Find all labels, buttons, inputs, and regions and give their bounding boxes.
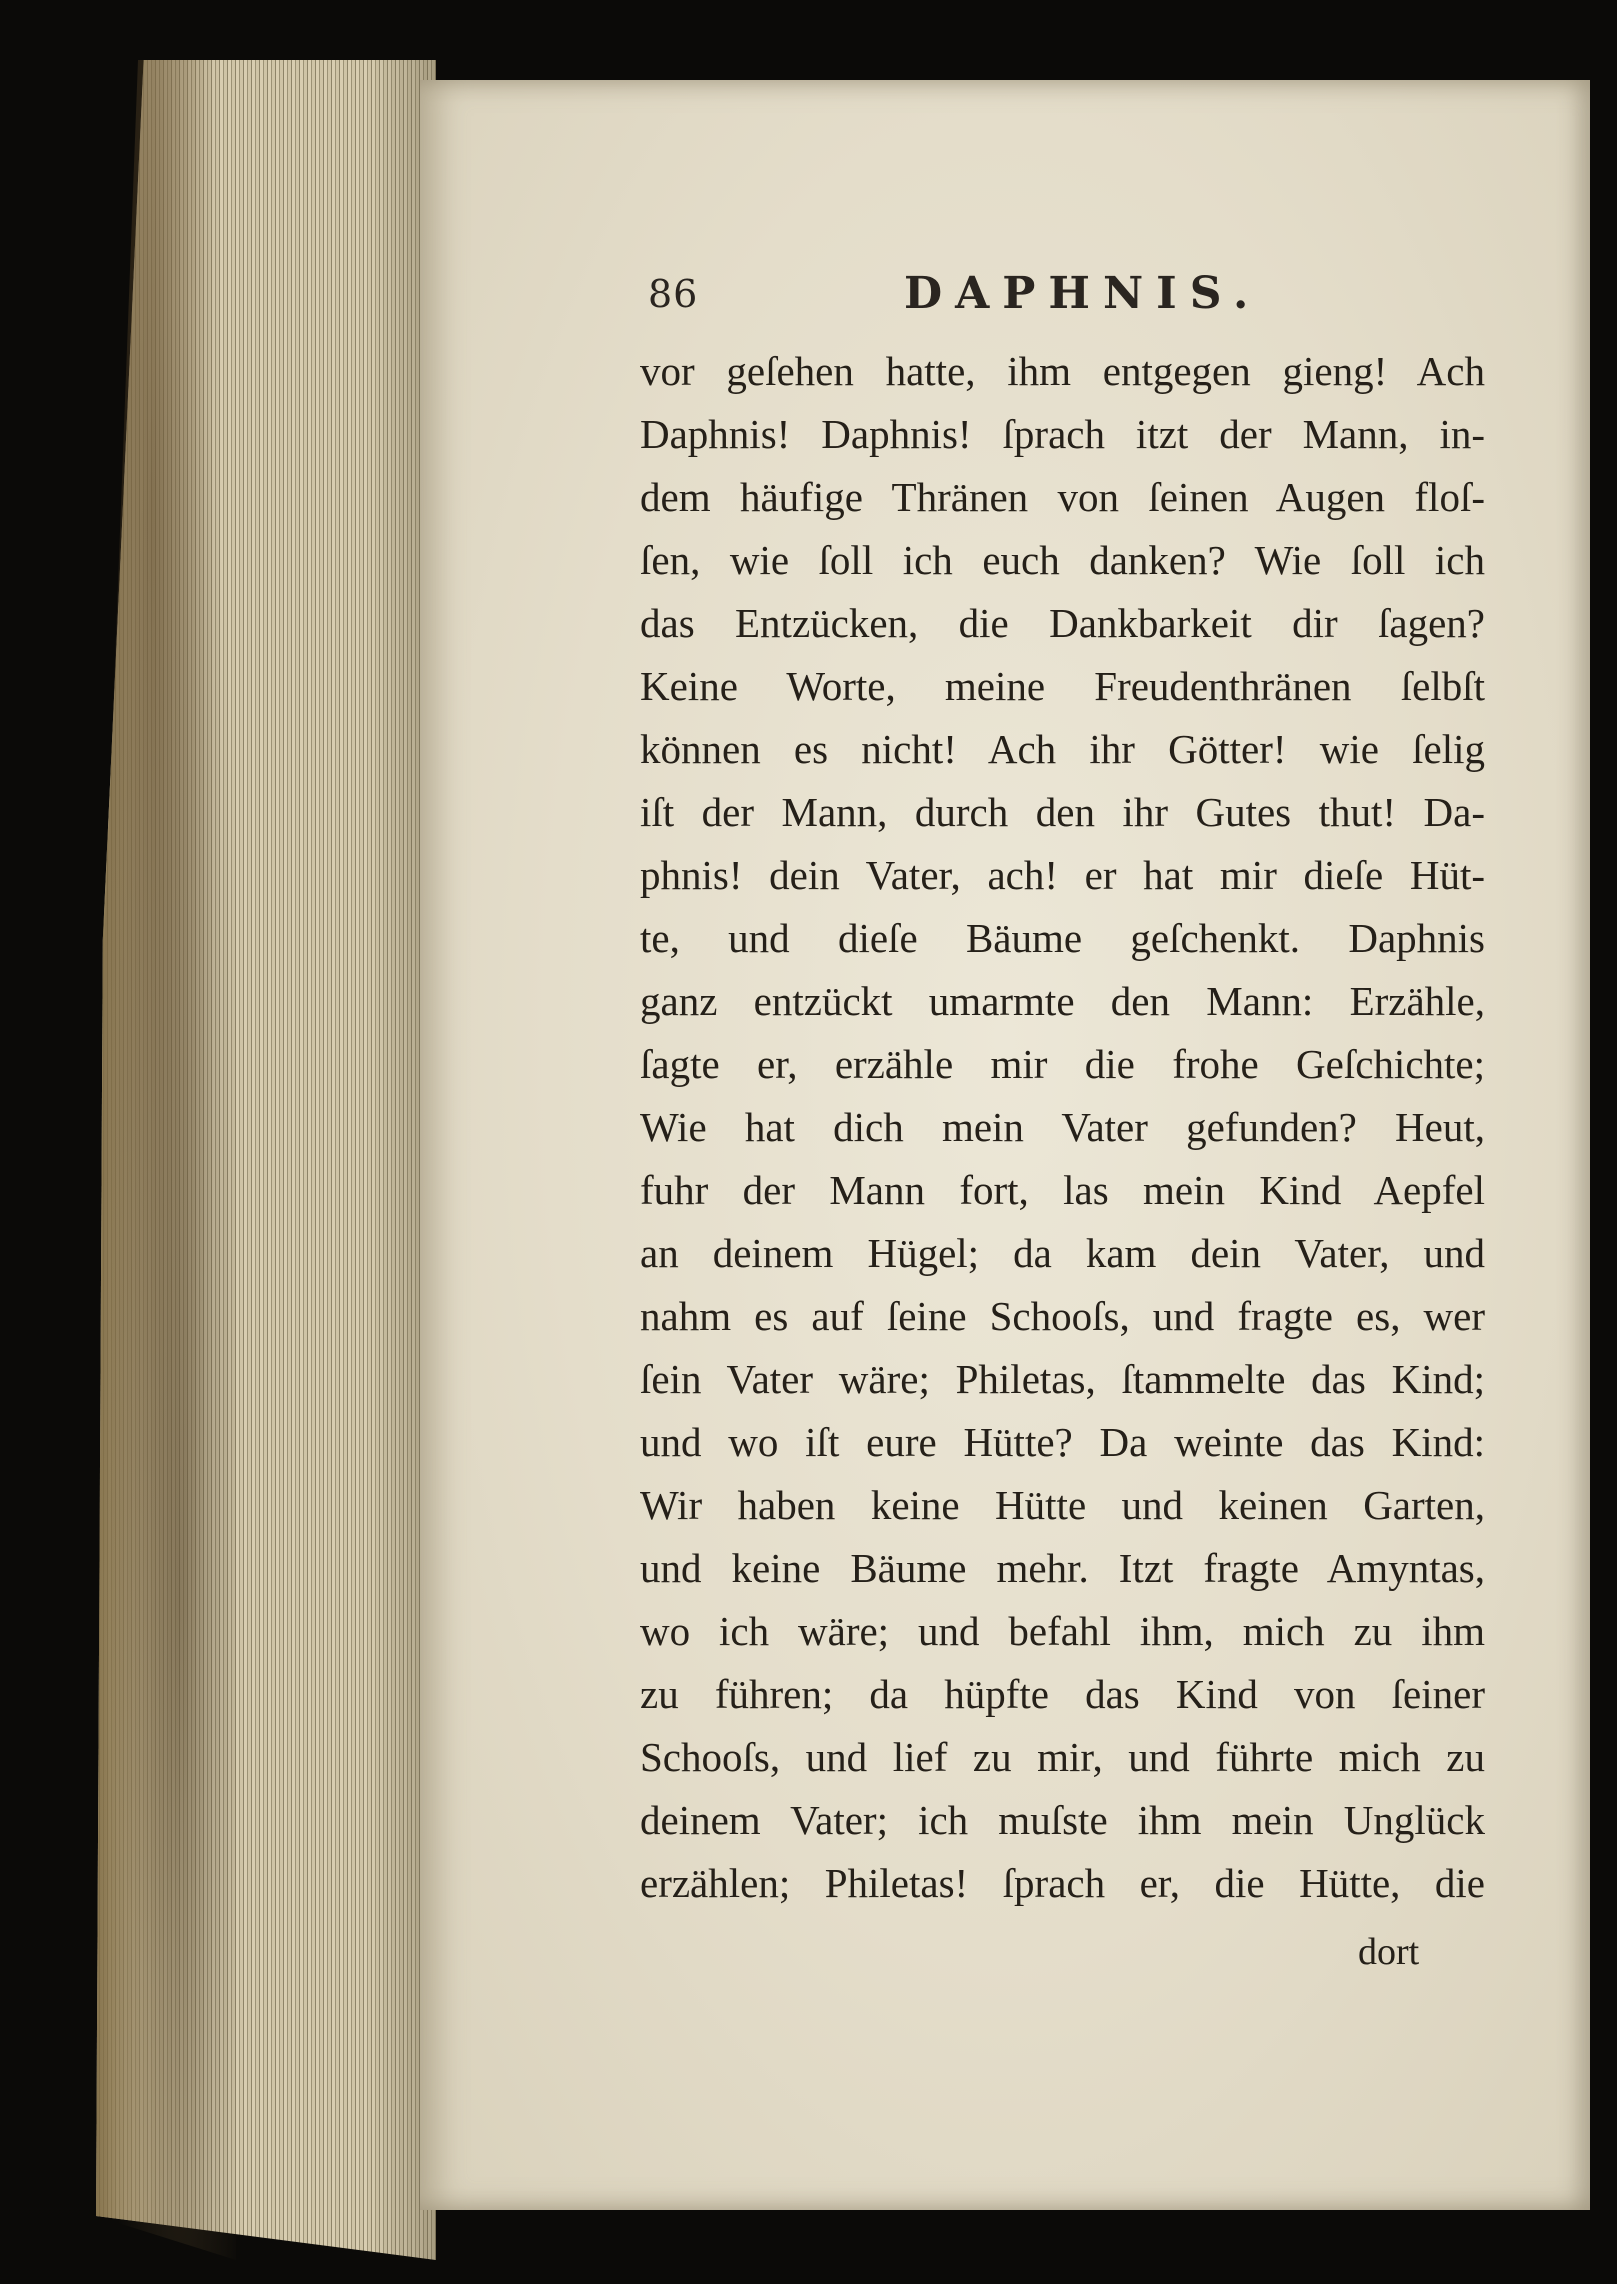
text-line: und wo iſt eure Hütte? Da weinte das Kind: xyxy=(640,1419,1485,1465)
text-line: Schooſs, und lief zu mir, und führte mich zu xyxy=(640,1734,1485,1780)
running-head xyxy=(648,268,1288,324)
text-line: phnis! dein Vater, ach! er hat mir dieſe Hüt- xyxy=(640,852,1485,898)
text-line: wo ich wäre; und befahl ihm, mich zu ihm xyxy=(640,1608,1485,1654)
text-line: iſt der Mann, durch den ihr Gutes thut! Da- xyxy=(640,789,1485,835)
text-line: an deinem Hügel; da kam dein Vater, und xyxy=(640,1230,1485,1276)
text-line: nahm es auf ſeine Schooſs, und fragte es, wer xyxy=(640,1293,1485,1339)
catchword: dort xyxy=(1358,1931,1420,1973)
text-line: vor geſehen hatte, ihm entgegen gieng! Ach xyxy=(640,348,1485,394)
text-line: ſagte er, erzähle mir die frohe Geſchichte; xyxy=(640,1041,1485,1087)
text-line: und keine Bäume mehr. Itzt fragte Amyntas, xyxy=(640,1545,1485,1591)
text-line: deinem Vater; ich muſste ihm mein Unglück xyxy=(640,1797,1485,1843)
text-line: das Entzücken, die Dankbarkeit dir ſagen? xyxy=(640,600,1485,646)
text-line: Wir haben keine Hütte und keinen Garten, xyxy=(640,1482,1485,1528)
body-text xyxy=(640,340,1485,1915)
text-line: können es nicht! Ach ihr Götter! wie ſelig xyxy=(640,726,1485,772)
edge-staining xyxy=(96,60,236,2260)
text-line: ſen, wie ſoll ich euch danken? Wie ſoll ich xyxy=(640,537,1485,583)
page-number: 86 xyxy=(648,272,699,316)
text-line: Daphnis! Daphnis! ſprach itzt der Mann, in- xyxy=(640,411,1485,457)
text-line: te, und dieſe Bäume geſchenkt. Daphnis xyxy=(640,915,1485,961)
text-line: zu führen; da hüpfte das Kind von ſeiner xyxy=(640,1671,1485,1717)
text-line: fuhr der Mann fort, las mein Kind Aepfel xyxy=(640,1167,1485,1213)
text-line: ſein Vater wäre; Philetas, ſtammelte das Kind; xyxy=(640,1356,1485,1402)
text-line: ganz entzückt umarmte den Mann: Erzähle, xyxy=(640,978,1485,1024)
text-line: erzählen; Philetas! ſprach er, die Hütte, die xyxy=(640,1860,1485,1906)
text-line: dem häufige Thränen von ſeinen Augen floſ- xyxy=(640,474,1485,520)
text-line: Keine Worte, meine Freudenthränen ſelbſt xyxy=(640,663,1485,709)
page-title: DAPHNIS. xyxy=(904,268,1262,319)
text-line: Wie hat dich mein Vater gefunden? Heut, xyxy=(640,1104,1485,1150)
